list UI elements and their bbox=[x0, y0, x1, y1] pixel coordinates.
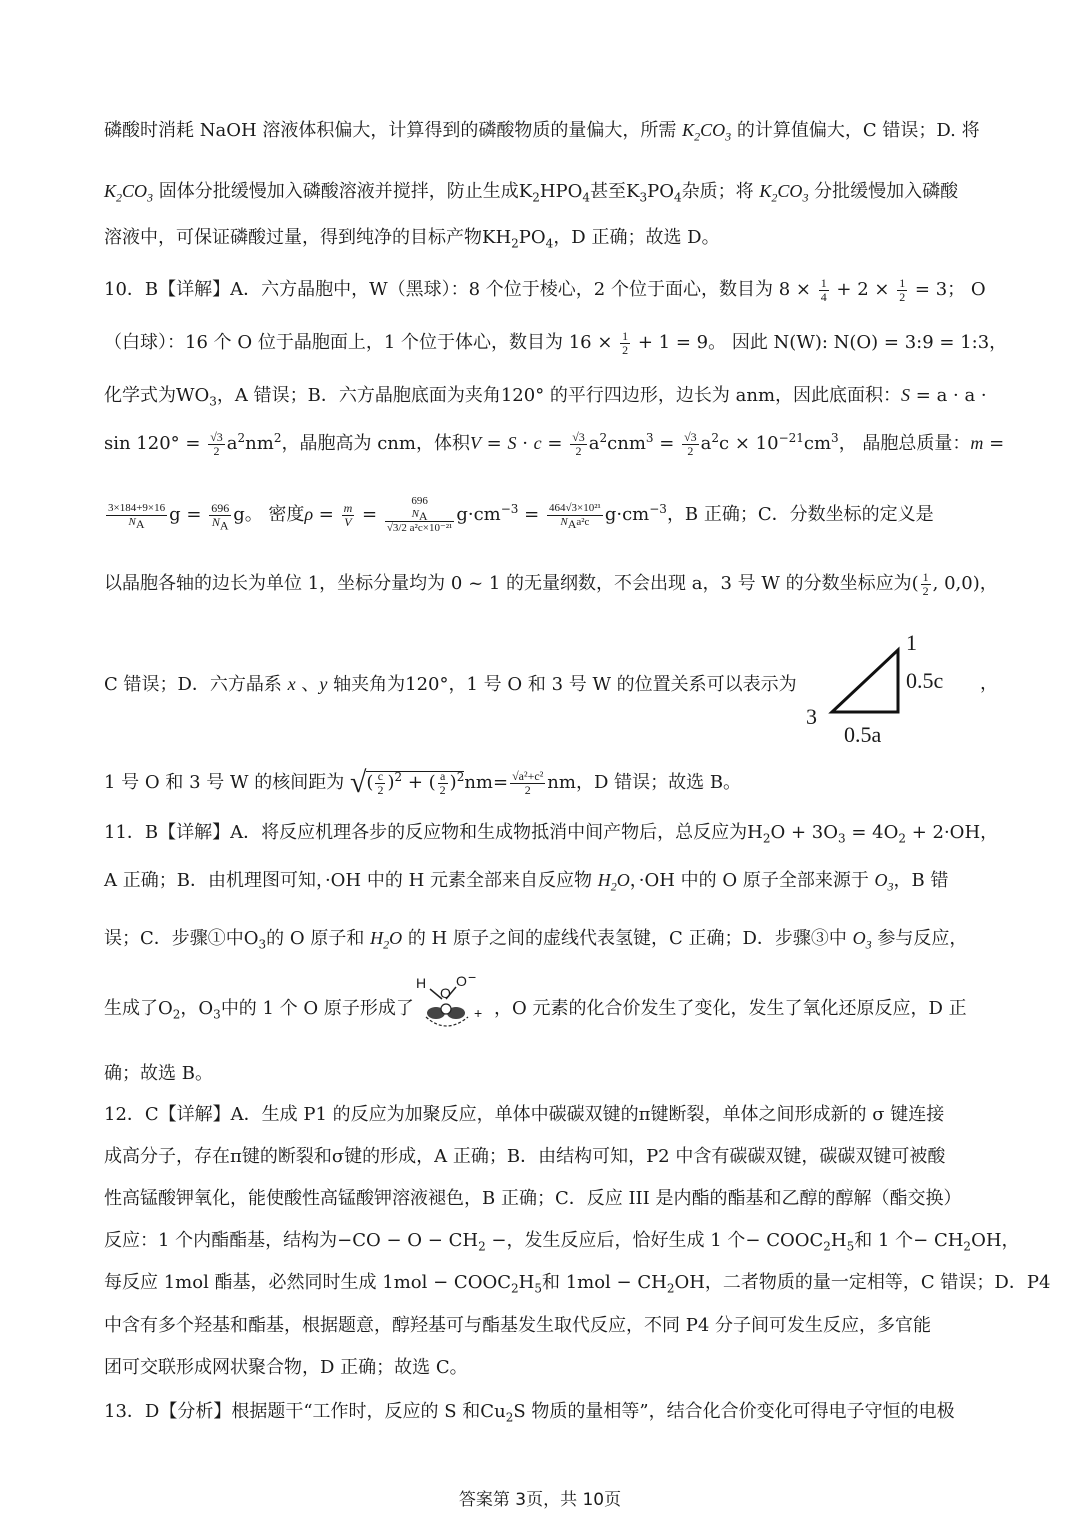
text-line: A 正确；B．由机理图可知，·OH 中的 H 元素全部来自反应物 $H_2O$，·OH 中的 O 原子全部来源于 $O_3$，B 错 bbox=[104, 870, 949, 894]
fraction: 696 $N_A$ √3/2 a²c×10⁻²¹ bbox=[386, 495, 453, 534]
text-line: 溶液中，可保证磷酸过量，得到纯净的目标产物$KH_2PO_4$，D 正确；故选 D。 bbox=[104, 227, 720, 251]
sqrt-expression: √( $\frac{c}{2}$ )$^2$ + ( $\frac{a}{2}$ )$^2$ bbox=[349, 766, 465, 799]
text-line: 10．B【详解】A．六方晶胞中，W（黑球）：8 个位于棱心，2 个位于面心，数目为 8 × $\frac{1}{4}$ + 2 × $\frac{1}{2}$ = 3； O bbox=[104, 275, 986, 304]
triangle-label-top: 1 bbox=[906, 630, 917, 655]
charge-plus: + bbox=[474, 1005, 483, 1021]
fraction: $\frac{696}{N_A}$ bbox=[211, 500, 230, 532]
fraction: $\frac{\text{464√3×10²¹}}{N_Aa^2c}$ bbox=[548, 501, 601, 531]
text-line: 以晶胞各轴的边长为单位 1，坐标分量均为 0 ~ 1 的无量纲数，不会出现 a，3 号 W 的分数坐标应为( $\frac{1}{2}$ , 0,0)， bbox=[104, 569, 998, 598]
triangle-diagram bbox=[800, 630, 980, 752]
text-line: （白球）：16 个 O 位于晶胞面上，1 个位于体心，数目为 16 × $\frac{1}{2}$ + 1 = 9。 因此 N(W): N(O) = 3:9 = 1:3， bbox=[104, 328, 1008, 357]
text-line: 成高分子，存在π键的断裂和σ键的形成，A 正确；B．由结构可知，P2 中含有碳碳双键，碳碳双键可被酸 bbox=[104, 1146, 946, 1167]
fraction: $\frac{1}{2}$ bbox=[922, 569, 929, 598]
fraction: $\frac{3\times 184+9\times 16}{N_A}$ bbox=[108, 501, 166, 531]
fraction: $\frac{√3}{2}$ bbox=[684, 429, 697, 458]
formula-k2co3: $K_2CO_3$ bbox=[682, 120, 732, 144]
text-line: 每反应 1mol 酯基，必然同时生成 $1mol - COOC_2H_5$和 $1mol - CH_2OH$，二者物质的量一定相等，C 错误；D．P4 bbox=[104, 1272, 1051, 1296]
fraction: $\frac{1}{4}$ bbox=[820, 275, 827, 304]
formula-k2co3: $K_2CO_3$ bbox=[759, 181, 809, 205]
triangle-label-bottom: 0.5a bbox=[844, 722, 882, 747]
page-footer: 答案第 3页，共 10页 bbox=[458, 1490, 622, 1510]
atom-o: O bbox=[456, 973, 467, 989]
text-line: 化学式为$WO_3$，A 错误；B．六方晶胞底面为夹角120° 的平行四边形，边长为 anm，因此底面积：S = a · a · bbox=[104, 385, 987, 409]
text-line: C 错误；D．六方晶系 x 、y 轴夹角为120°，1 号 O 和 3 号 W 的位置关系可以表示为 bbox=[104, 674, 797, 695]
text-line: 磷酸时消耗 NaOH 溶液体积偏大，计算得到的磷酸物质的量偏大，所需 $K_2CO_3$ 的计算值偏大，C 错误；D. 将 bbox=[104, 120, 980, 144]
text-line: 确；故选 B。 bbox=[104, 1063, 213, 1084]
text-line: 生成了$O_2$，$O_3$中的 1 个 O 原子形成了 bbox=[104, 998, 414, 1022]
text-line: ，O 元素的化合价发生了变化，发生了氧化还原反应，D 正 bbox=[494, 998, 967, 1019]
triangle-label-side: 0.5c bbox=[906, 668, 944, 693]
text-line: 13．D【分析】根据题干“工作时，反应的 S 和$Cu_2S$ 物质的量相等”，结合化合价变化可得电子守恒的电极 bbox=[104, 1401, 955, 1425]
hydroxyl-oxygen-structure bbox=[412, 969, 492, 1037]
text-line: 反应：1 个内酯酯基，结构为$-CO - O - CH_2$ −，发生反应后，恰好生成 1 个− $COOC_2H_5$和 1 个− $CH_2OH$， bbox=[104, 1230, 1020, 1254]
fraction: $\frac{1}{2}$ bbox=[622, 328, 629, 357]
text-line: 11．B【详解】A．将反应机理各步的反应物和生成物抵消中间产物后，总反应为$H_2O + 3O_3 = 4O_2 + 2\cdot OH$， bbox=[104, 822, 999, 846]
triangle-shape bbox=[832, 650, 898, 712]
text-line: 团可交联形成网状聚合物，D 正确；故选 C。 bbox=[104, 1357, 468, 1378]
triangle-figure bbox=[800, 630, 980, 752]
atom-o: O bbox=[440, 985, 451, 1001]
text-line: ， bbox=[980, 673, 998, 694]
fraction: $\frac{m}{V}$ bbox=[343, 500, 353, 529]
text-line: sin 120° = $\frac{√3}{2}$ $a^2nm^2$，晶胞高为 cnm，体积V = S · c = $\frac{√3}{2}$ $a^2cnm^3$ = $\frac{√3}{2}$ $a^2c \times 10^{-21}cm^3$， 晶胞总质量：m = bbox=[104, 429, 1005, 458]
fraction: $\frac{√3}{2}$ bbox=[572, 429, 585, 458]
text-line: 中含有多个羟基和酯基，根据题意，醇羟基可与酯基发生取代反应，不同 P4 分子间可发生反应，多官能 bbox=[104, 1315, 932, 1336]
atom-h: H bbox=[416, 975, 427, 991]
text-line: 性高锰酸钾氧化，能使酸性高锰酸钾溶液褪色，B 正确；C．反应 III 是内酯的酯基和乙醇的醇解（酯交换） bbox=[104, 1188, 962, 1209]
text-line: 误；C．步骤①中$O_3$的 O 原子和 $H_2O$ 的 H 原子之间的虚线代表氢键，C 正确；D．步骤③中 $O_3$ 参与反应， bbox=[104, 928, 968, 952]
charge-minus: − bbox=[468, 969, 477, 985]
text-line: 12．C【详解】A．生成 P1 的反应为加聚反应，单体中碳碳双键的π键断裂，单体之间形成新的 σ 键连接 bbox=[104, 1104, 945, 1125]
text-line: 1 号 O 和 3 号 W 的核间距为 √( $\frac{c}{2}$ )$^2$ + ( $\frac{a}{2}$ )$^2$nm= $\frac{\text{√a²+c²}}{2}$ nm，D 错误；故选 B。 bbox=[104, 762, 984, 804]
triangle-label-left: 3 bbox=[806, 704, 817, 729]
fraction: $\frac{\text{√a²+c²}}{2}$ bbox=[512, 768, 544, 797]
text-line: $K_2CO_3$ 固体分批缓慢加入磷酸溶液并搅拌，防止生成$K_2HPO_4$甚至$K_3PO_4$杂质；将 $K_2CO_3$ 分批缓慢加入磷酸 bbox=[104, 181, 959, 205]
formula-k2co3: $K_2CO_3$ bbox=[104, 181, 154, 205]
fraction: $\frac{1}{2}$ bbox=[899, 275, 906, 304]
text-line: $\frac{3\times 184+9\times 16}{N_A}$ g = $\frac{696}{N_A}$ g。 密度ρ = $\frac{m}{V}$ = 696 $N_A$ √3/2 a²c×10⁻²¹ $g\cdot cm^{-3}$ = $\frac{\text{464√3×10²¹}}{N_Aa^2c}$ $g\cdot cm^{-3}$，B 正确；C．分数坐标的定义是 bbox=[108, 495, 934, 534]
fraction: $\frac{√3}{2}$ bbox=[210, 429, 223, 458]
